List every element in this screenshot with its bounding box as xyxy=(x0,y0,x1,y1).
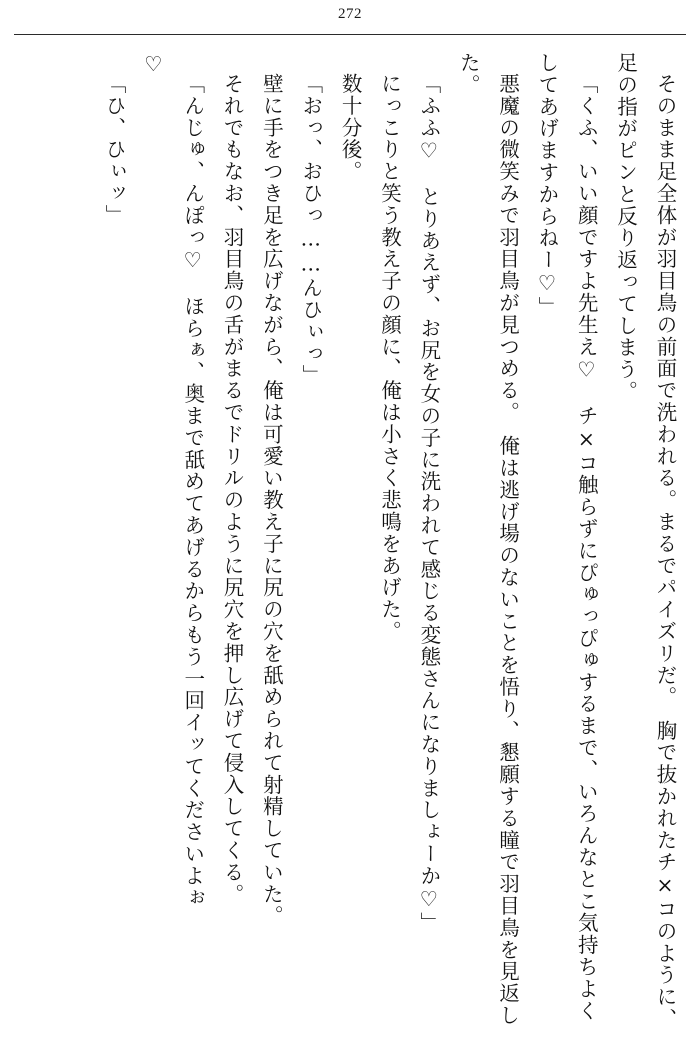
paragraph: 「くふ、いい顔ですよ先生え♡ チ×コ触らずにぴゅっぴゅするまで、いろんなとこ気持ちよくしてあげますからねー♡」 xyxy=(534,52,599,1022)
paragraph: 悪魔の微笑みで羽目鳥が見つめる。 俺は逃げ場のないことを悟り、懇願する瞳で羽目鳥を見返した。 xyxy=(456,52,520,1026)
paragraph: 壁に手をつき足を広げながら、俺は可愛い教え子に尻の穴を舐められて射精していた。 xyxy=(259,72,284,927)
vertical-text-body xyxy=(16,52,684,1037)
paragraph: 「ふふ♡ とりあえず、お尻を女の子に洗われて感じる変態さんになりましょーか♡」 xyxy=(416,72,441,934)
paragraph: にっこりと笑う教え子の顔に、俺は小さく悲鳴をあげた。 xyxy=(377,72,402,642)
page-number: 272 xyxy=(338,6,362,22)
paragraph: ♡ xyxy=(141,52,166,78)
paragraph: 「んじゅ、んぽっ♡ ほらぁ、奥まで舐めてあげるからもう一回イッてくださいよぉ xyxy=(180,72,205,909)
page-edge xyxy=(0,0,3,1050)
paragraph: そのまま足全体が羽目鳥の前面で洗われる。まるでパイズリだ。 胸で抜かれたチ×コのように、足の指がピンと反り返ってしまう。 xyxy=(613,52,677,1030)
paragraph: それでもなお、羽目鳥の舌がまるでドリルのように尻穴を押し広げて侵入してくる。 xyxy=(220,72,245,905)
header-divider xyxy=(14,34,686,35)
paragraph: 「ひ、ひぃッ」 xyxy=(101,72,126,226)
paragraph: 「おっ、おひっ……んひぃっ」 xyxy=(298,72,323,387)
paragraph: 数十分後。 xyxy=(338,72,363,182)
